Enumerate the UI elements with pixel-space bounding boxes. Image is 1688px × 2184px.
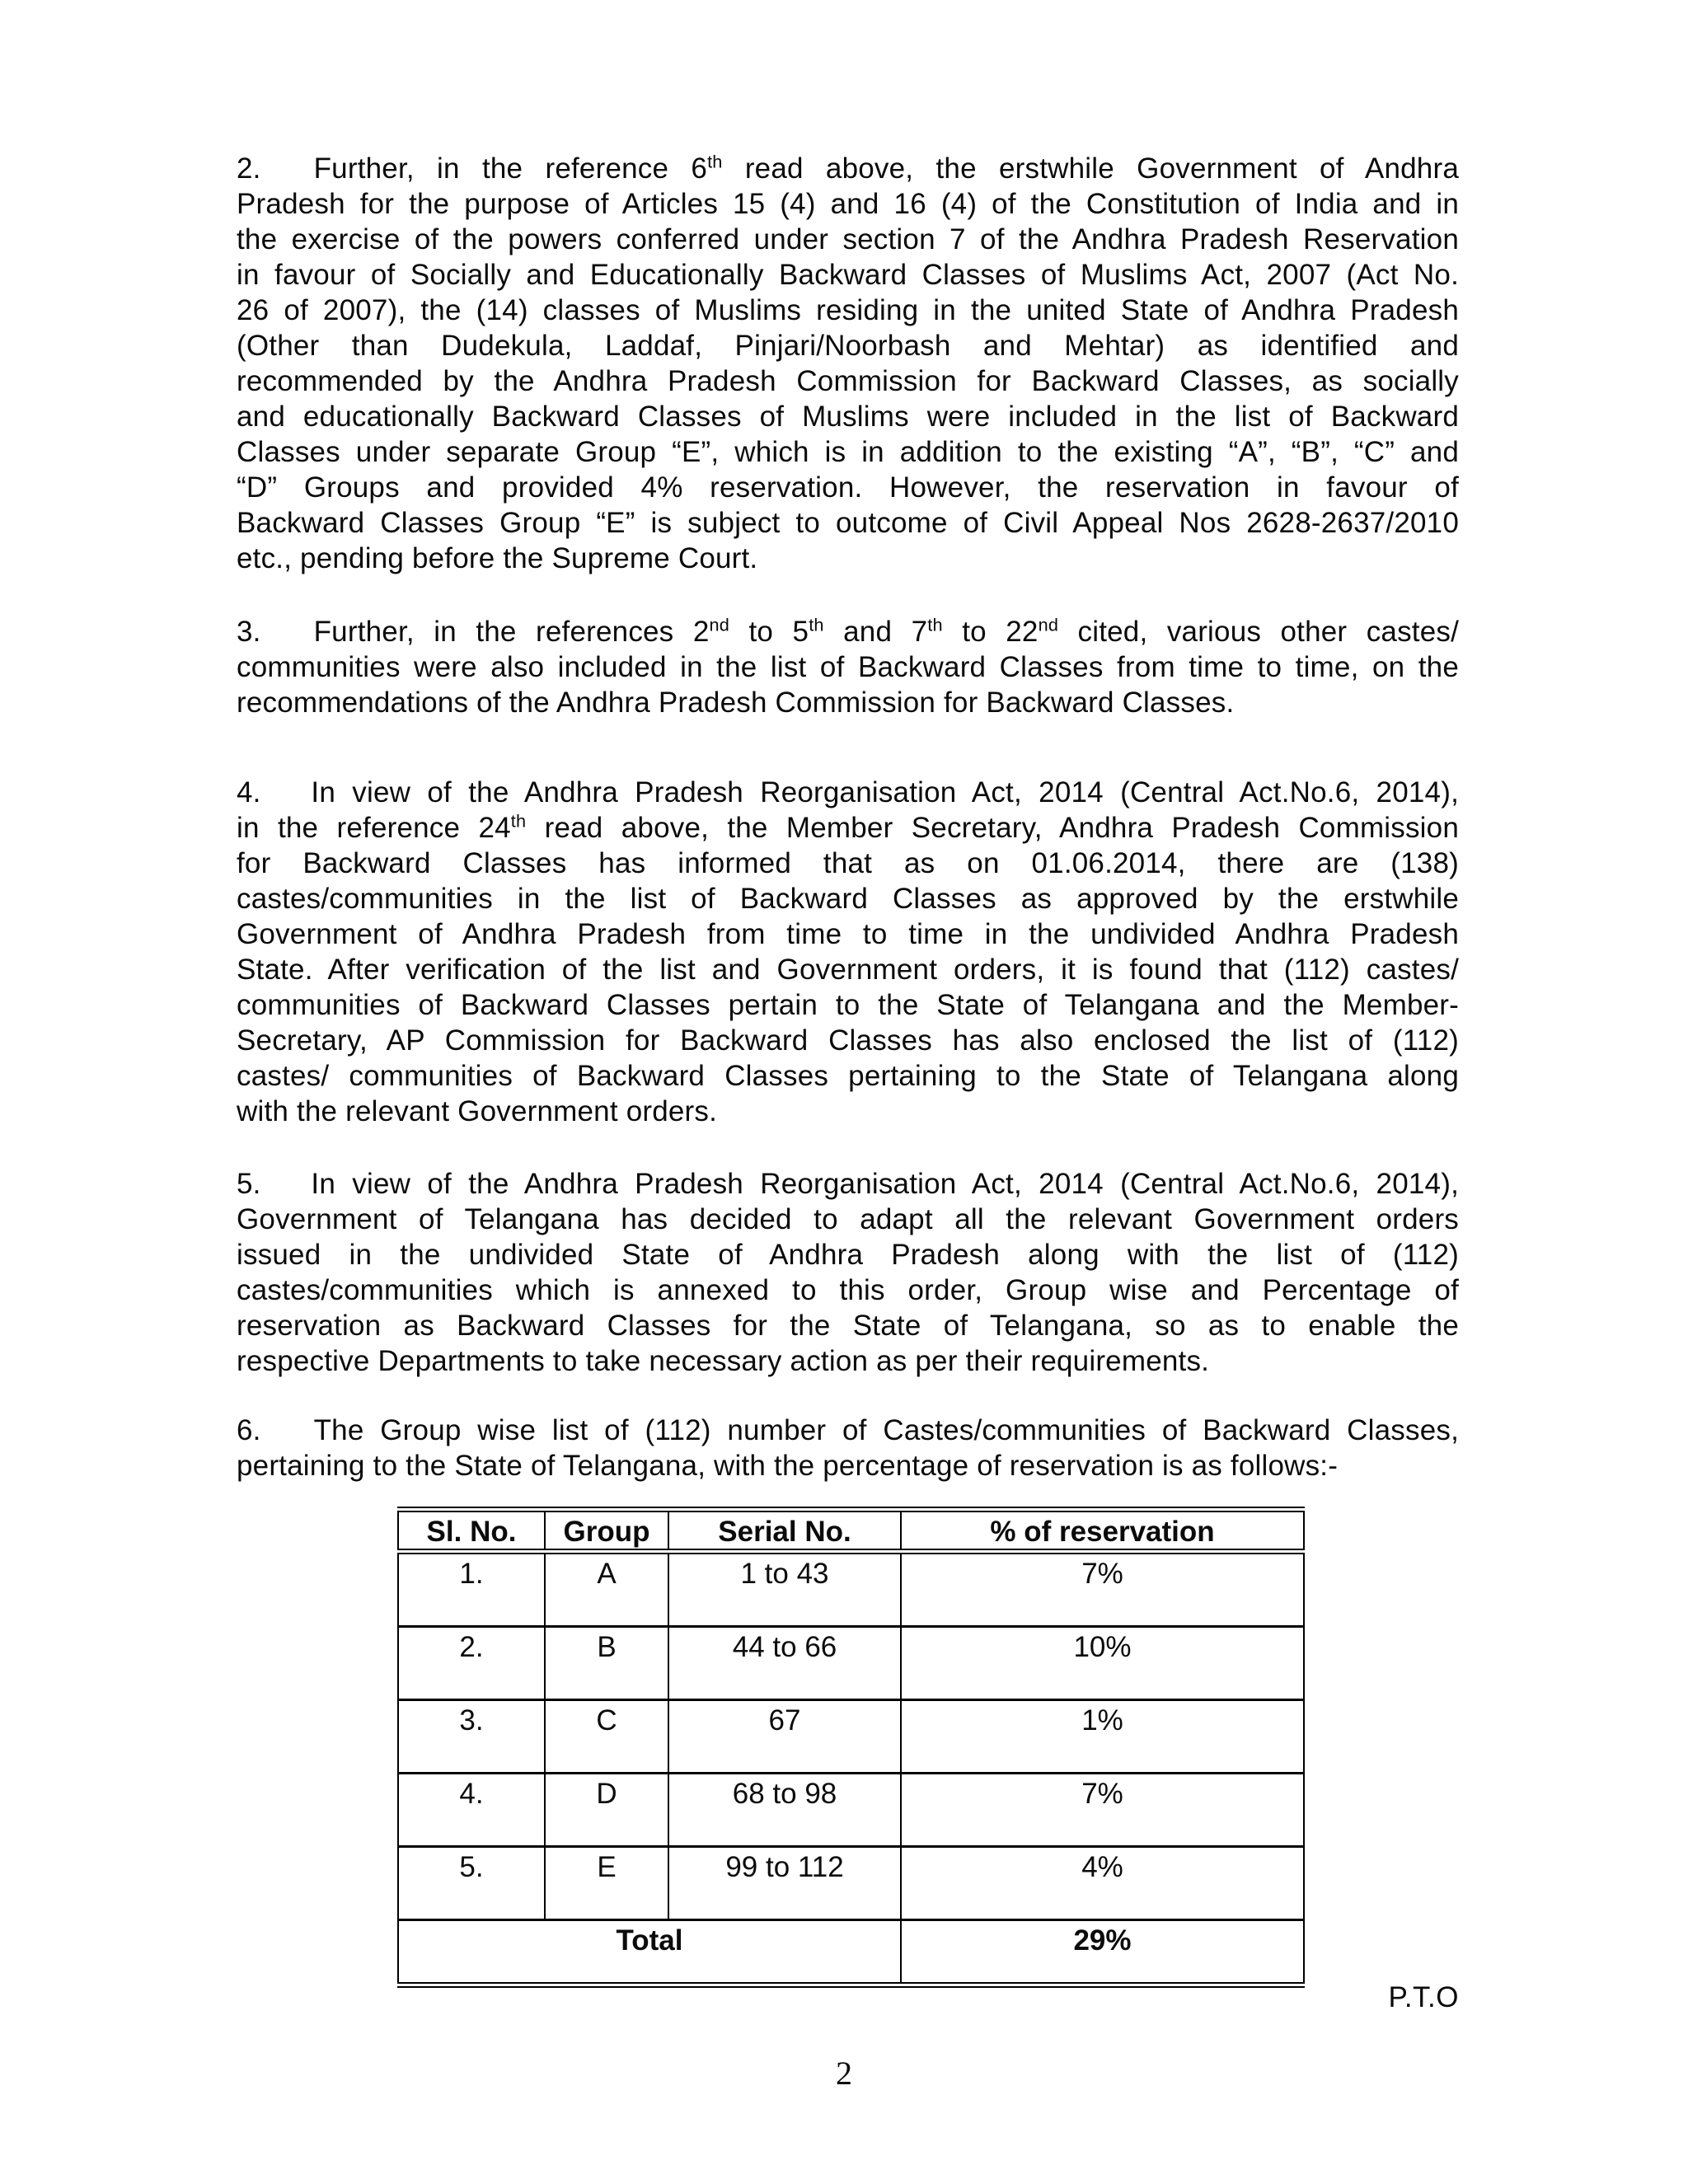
text-line: recommended by the Andhra Pradesh Commission for Backward Classes, as socially [237,365,1459,397]
text-line: Pradesh for the purpose of Articles 15 (4) and 16 (4) of the Constitution of India and in [237,188,1459,220]
column-header: % of reservation [901,1510,1304,1552]
column-header: Group [545,1510,668,1552]
pto-note: P.T.O [1388,1981,1459,2013]
text-line: and educationally Backward Classes of Muslims were included in the list of Backward [237,401,1459,433]
para-5 [237,1166,1459,1379]
reservation-table-body [398,1552,1304,1985]
text-line: issued in the undivided State of Andhra Pradesh along with the list of (112) [237,1239,1459,1271]
table-cell-serial: 44 to 66 [668,1627,901,1700]
column-header: Sl. No. [398,1510,545,1552]
text-line: Backward Classes Group “E” is subject to outcome of Civil Appeal Nos 2628-2637/2010 [237,507,1459,539]
table-header-row [398,1510,1304,1552]
text-line: Government of Telangana has decided to adapt all the relevant Government orders [237,1203,1459,1235]
text-line: Government of Andhra Pradesh from time to time in the undivided Andhra Pradesh [237,918,1459,950]
table-row [398,1847,1304,1920]
table-row [398,1552,1304,1627]
text-line: 6. The Group wise list of (112) number of Castes/communities of Backward Classes, [237,1414,1459,1446]
table-cell-group: B [545,1627,668,1700]
para-6 [237,1413,1459,1483]
text-line: pertaining to the State of Telangana, with the percentage of reservation is as follows:- [237,1450,1339,1482]
table-cell-sl: 5. [398,1847,545,1920]
table-cell-reservation: 1% [901,1700,1304,1774]
ordinal-superscript: th [707,151,723,172]
table-row [398,1774,1304,1847]
para-3 [237,614,1459,720]
table-cell-reservation: 4% [901,1847,1304,1920]
document-body [237,151,1459,1988]
table-cell-reservation: 10% [901,1627,1304,1700]
text-line: in the reference 24th read above, the Member Secretary, Andhra Pradesh Commission [237,810,1459,844]
text-line: (Other than Dudekula, Laddaf, Pinjari/Noorbash and Mehtar) as identified and [237,330,1459,362]
table-cell-reservation: 7% [901,1552,1304,1627]
table-cell-sl: 3. [398,1700,545,1774]
table-cell-group: D [545,1774,668,1847]
text-line: “D” Groups and provided 4% reservation. However, the reservation in favour of [237,471,1459,504]
text-line: communities of Backward Classes pertain to the State of Telangana and the Member- [237,989,1459,1021]
table-cell-sl: 2. [398,1627,545,1700]
text-line: State. After verification of the list and Government orders, it is found that (112) castes/ [237,954,1459,986]
reservation-table [397,1507,1305,1988]
table-row [398,1627,1304,1700]
text-line: castes/communities which is annexed to this order, Group wise and Percentage of [237,1274,1459,1306]
text-line: with the relevant Government orders. [237,1095,718,1127]
text-line: 26 of 2007), the (14) classes of Muslims residing in the united State of Andhra Pradesh [237,294,1459,326]
text-line: for Backward Classes has informed that as on 01.06.2014, there are (138) [237,847,1459,879]
text-line: respective Departments to take necessary action as per their requirements. [237,1345,1210,1377]
text-line: Secretary, AP Commission for Backward Classes has also enclosed the list of (112) [237,1024,1459,1057]
table-cell-sl: 4. [398,1774,545,1847]
ordinal-superscript: nd [709,614,730,635]
table-cell-serial: 67 [668,1700,901,1774]
table-cell-reservation: 7% [901,1774,1304,1847]
text-line: 5. In view of the Andhra Pradesh Reorganisation Act, 2014 (Central Act.No.6, 2014), [237,1168,1459,1200]
text-line: in favour of Socially and Educationally Backward Classes of Muslims Act, 2007 (Act No. [237,259,1459,291]
table-cell-serial: 68 to 98 [668,1774,901,1847]
table-cell-serial: 99 to 112 [668,1847,901,1920]
text-line: 4. In view of the Andhra Pradesh Reorganisation Act, 2014 (Central Act.No.6, 2014), [237,776,1459,808]
table-row [398,1700,1304,1774]
table-cell-group: C [545,1700,668,1774]
table-cell-group: A [545,1552,668,1627]
page-number: 2 [836,2055,852,2092]
text-line: reservation as Backward Classes for the State of Telangana, so as to enable the [237,1310,1459,1342]
column-header: Serial No. [668,1510,901,1552]
ordinal-superscript: th [809,614,824,635]
text-line: 2. Further, in the reference 6th read above, the erstwhile Government of Andhra [237,151,1459,185]
para-2 [237,151,1459,576]
text-line: the exercise of the powers conferred under section 7 of the Andhra Pradesh Reservation [237,223,1459,255]
text-line: recommendations of the Andhra Pradesh Commission for Backward Classes. [237,687,1235,719]
text-line: etc., pending before the Supreme Court. [237,542,758,574]
total-value: 29% [901,1920,1304,1985]
ordinal-superscript: nd [1038,614,1059,635]
text-line: Classes under separate Group “E”, which is in addition to the existing “A”, “B”, “C” and [237,436,1459,468]
ordinal-superscript: th [510,810,527,832]
total-label: Total [398,1920,901,1985]
reservation-table-header [398,1510,1304,1552]
text-line: communities were also included in the list of Backward Classes from time to time, on the [237,651,1459,683]
text-line: 3. Further, in the references 2nd to 5th and 7th to 22nd cited, various other castes/ [237,614,1460,648]
table-cell-serial: 1 to 43 [668,1552,901,1627]
text-line: castes/communities in the list of Backward Classes as approved by the erstwhile [237,883,1459,915]
ordinal-superscript: th [927,614,943,635]
text-line: castes/ communities of Backward Classes pertaining to the State of Telangana along [237,1060,1459,1092]
para-4 [237,775,1459,1129]
table-total-row [398,1920,1304,1985]
table-cell-group: E [545,1847,668,1920]
table-cell-sl: 1. [398,1552,545,1627]
paragraphs-container [237,151,1459,1483]
